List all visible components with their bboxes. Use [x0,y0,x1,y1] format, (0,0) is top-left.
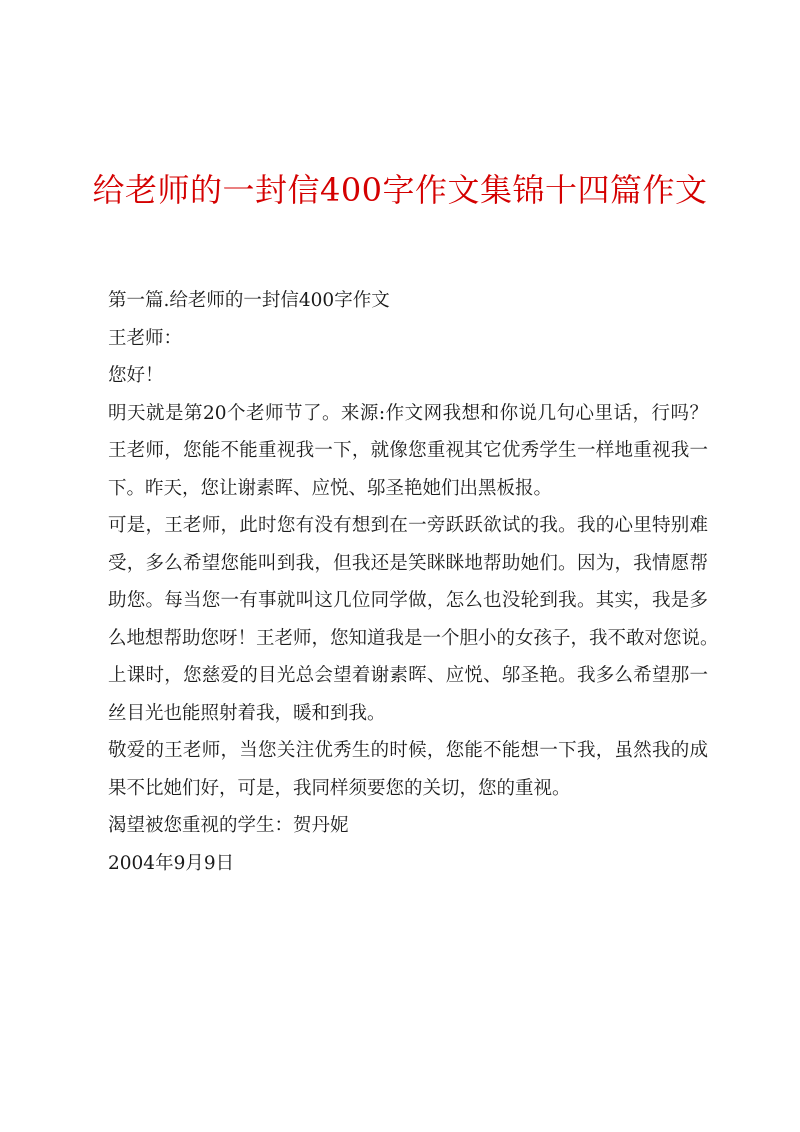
letter-date: 2004年9月9日 [108,852,235,874]
paragraph-line: 敬爱的王老师，当您关注优秀生的时候，您能不能想一下我，虽然我的成 [108,740,708,761]
paragraph-line: 助您。每当您一有事就叫这几位同学做，怎么也没轮到我。其实，我是多 [108,590,708,611]
document-title: 给老师的一封信400字作文集锦十四篇作文 [92,171,708,209]
paragraph-line: 么地想帮助您呀！王老师，您知道我是一个胆小的女孩子，我不敢对您说。 [108,627,719,649]
document-body [108,282,719,882]
letter-greeting: 您好！ [108,365,164,386]
paragraph-line: 可是，王老师，此时您有没有想到在一旁跃跃欲试的我。我的心里特别难 [108,515,708,536]
paragraph-line: 王老师，您能不能重视我一下，就像您重视其它优秀学生一样地重视我一 [108,440,708,461]
paragraph-line: 丝目光也能照射着我，暖和到我。 [108,702,386,724]
paragraph-line: 下。昨天，您让谢素晖、应悦、邬圣艳她们出黑板报。 [108,477,553,499]
paragraph-line: 受，多么希望您能叫到我，但我还是笑眯眯地帮助她们。因为，我情愿帮 [108,552,708,574]
letter-signature: 渴望被您重视的学生：贺丹妮 [108,815,349,836]
letter-salutation: 王老师： [108,327,183,349]
section-heading: 第一篇.给老师的一封信400字作文 [108,290,390,311]
paragraph-line: 上课时，您慈爱的目光总会望着谢素晖、应悦、邬圣艳。我多么希望那一 [108,665,708,686]
paragraph-line: 果不比她们好，可是，我同样须要您的关切，您的重视。 [108,777,571,799]
paragraph-line: 明天就是第20个老师节了。来源:作文网我想和你说几句心里话，行吗？ [108,402,708,424]
